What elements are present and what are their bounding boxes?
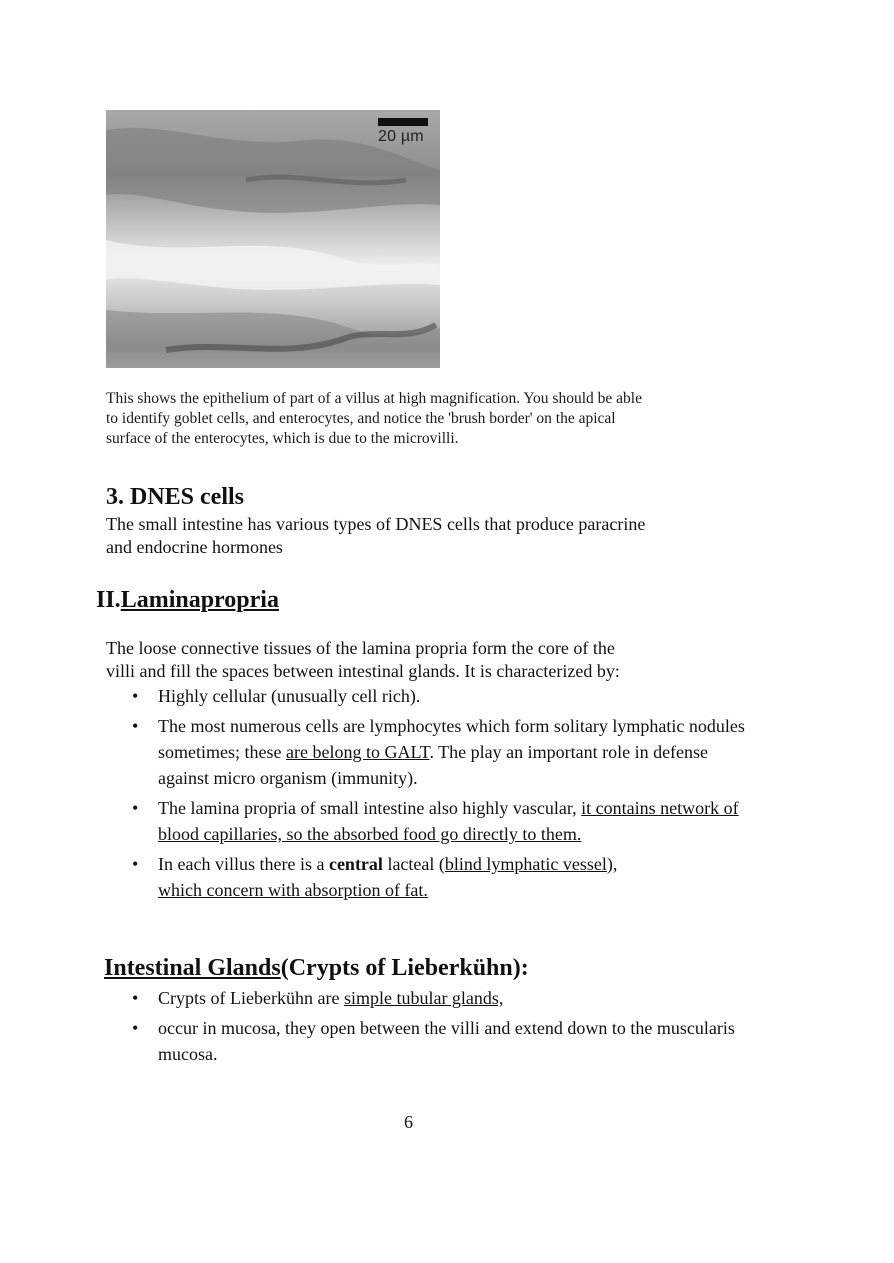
bullet-text: lacteal ( [382, 854, 445, 874]
underlined-text: it contains network of blood capillaries, so the absorbed food go directly to them. [158, 798, 739, 844]
list-item [106, 683, 746, 709]
bullet-text: occur in mucosa, they open between the villi and extend down to the muscularis mucosa. [158, 1018, 735, 1064]
heading-underlined-text: Intestinal Glands [104, 955, 281, 981]
list-item [106, 1015, 746, 1067]
glands-bullet-list [106, 985, 746, 1071]
section-heading-intestinal-glands [104, 953, 529, 983]
section-heading-lamina-propria [96, 585, 279, 615]
section-heading-dnes: 3. DNES cells [106, 484, 244, 510]
heading-prefix: II. [96, 587, 121, 613]
page-number: 6 [404, 1112, 413, 1132]
figure-caption [106, 389, 746, 449]
list-item [106, 985, 746, 1011]
bullet-text: Crypts of Lieberkühn are [158, 988, 344, 1008]
micrograph-image [106, 110, 440, 368]
paragraph-line: The loose connective tissues of the lamina propria form the core of the [106, 638, 615, 658]
bullet-text: In each villus there is a [158, 854, 329, 874]
caption-line: surface of the enterocytes, which is due to the microvilli. [106, 430, 459, 447]
scale-bar [378, 118, 428, 126]
paragraph-line: The small intestine has various types of DNES cells that produce paracrine [106, 514, 646, 534]
paragraph-line: villi and fill the spaces between intestinal glands. It is characterized by: [106, 661, 620, 681]
dnes-paragraph [106, 513, 766, 559]
underlined-text: which concern with absorption of fat. [158, 880, 428, 900]
caption-line: to identify goblet cells, and enterocytes, and notice the 'brush border' on the apical [106, 410, 616, 427]
bullet-text: . The play an important role in defense against micro organism (immunity). [158, 742, 709, 788]
heading-rest: (Crypts of Lieberkühn): [280, 955, 529, 981]
paragraph-line: and endocrine hormones [106, 537, 283, 557]
lamina-bullet-list [106, 683, 746, 907]
caption-line: This shows the epithelium of part of a villus at high magnification. You should be able [106, 390, 642, 407]
micrograph-drawing [106, 110, 440, 368]
bullet-text: ), [606, 854, 618, 874]
list-item [106, 851, 746, 903]
underlined-text: blind lymphatic vessel [444, 854, 607, 874]
list-item [106, 795, 746, 847]
bullet-text: Highly cellular (unusually cell rich). [158, 686, 421, 706]
scale-bar-label: 20 µm [378, 128, 424, 145]
underlined-text: are belong to GALT [285, 742, 430, 762]
bullet-text: The most numerous cells are lymphocytes which form solitary lymphatic nodules sometimes; these [158, 716, 745, 762]
lamina-intro-paragraph [106, 637, 746, 683]
list-item [106, 713, 746, 791]
underlined-text: simple tubular glands, [343, 988, 504, 1008]
bullet-text: The lamina propria of small intestine also highly vascular, [158, 798, 582, 818]
heading-underlined-text: Laminapropria [120, 587, 279, 613]
bold-text: central [328, 854, 383, 874]
